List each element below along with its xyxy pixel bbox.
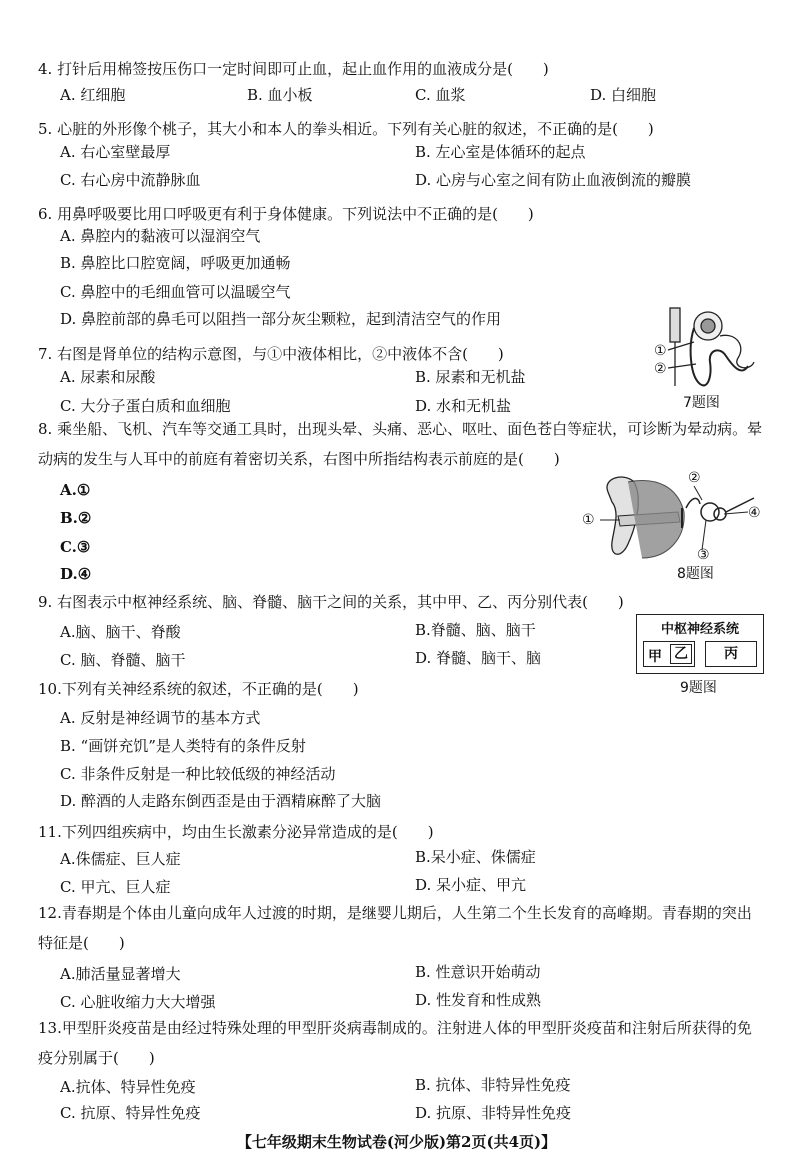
q11-option-c: C. 甲亢、巨人症 [60, 878, 171, 896]
question-12-stem: 12.青春期是个体由儿童向成年人过渡的时期，是继婴儿期后，人生第二个生长发育的高峰期。青春期的突出特征是( ) [38, 904, 752, 952]
q5-option-a: A. 右心室壁最厚 [60, 143, 171, 161]
q8-option-b: B.② [60, 509, 92, 527]
fig8-label-3: ③ [697, 547, 710, 563]
q5-option-c: C. 右心房中流静脉血 [60, 171, 201, 189]
q6-option-c: C. 鼻腔中的毛细血管可以温暖空气 [60, 283, 291, 301]
question-6-stem: 6. 用鼻呼吸要比用口呼吸更有利于身体健康。下列说法中不正确的是( ) [38, 205, 534, 223]
page-footer: 【七年级期末生物试卷(河少版)第2页(共4页)】 [236, 1133, 557, 1151]
q11-option-b: B.呆小症、侏儒症 [415, 848, 536, 866]
box-yi: 乙 [670, 644, 692, 664]
q7-option-c: C. 大分子蛋白质和血细胞 [60, 397, 231, 415]
box-bing: 丙 [705, 641, 757, 667]
ear-diagram [598, 472, 758, 564]
question-5-stem: 5. 心脏的外形像个桃子，其大小和本人的拳头相近。下列有关心脏的叙述，不正确的是( ) [38, 120, 654, 138]
q11-option-a: A.侏儒症、巨人症 [60, 850, 181, 868]
fig7-label-2: ② [654, 361, 667, 377]
q11-option-d: D. 呆小症、甲亢 [415, 876, 527, 894]
q13-option-d: D. 抗原、非特异性免疫 [415, 1104, 572, 1122]
q4-option-d: D. 白细胞 [590, 86, 657, 104]
q10-option-b: B. “画饼充饥”是人类特有的条件反射 [60, 737, 306, 755]
q13-option-b: B. 抗体、非特异性免疫 [415, 1076, 571, 1094]
question-13-stem: 13.甲型肝炎疫苗是由经过特殊处理的甲型肝炎病毒制成的。注射进人体的甲型肝炎疫苗和注射后所获得的免疫分别属于( ) [38, 1019, 752, 1067]
q12-option-d: D. 性发育和性成熟 [415, 991, 542, 1009]
q9-option-d: D. 脊髓、脑干、脑 [415, 649, 542, 667]
q12-option-b: B. 性意识开始萌动 [415, 963, 541, 981]
q5-option-d: D. 心房与心室之间有防止血液倒流的瓣膜 [415, 171, 692, 189]
q7-option-b: B. 尿素和无机盐 [415, 368, 526, 386]
cns-title: 中枢神经系统 [660, 622, 739, 637]
q6-option-a: A. 鼻腔内的黏液可以湿润空气 [60, 227, 261, 245]
q9-option-a: A.脑、脑干、脊酸 [60, 623, 181, 641]
q10-option-c: C. 非条件反射是一种比较低级的神经活动 [60, 765, 336, 783]
temporal-bone [628, 480, 684, 558]
fig8-label-2: ② [688, 470, 701, 486]
question-4-stem: 4. 打针后用棉签按压伤口一定时间即可止血，起止血作用的血液成分是( ) [38, 60, 549, 78]
q8-option-d: D.④ [60, 565, 92, 583]
fig7-caption: 7题图 [683, 395, 720, 411]
q5-option-b: B. 左心室是体循环的起点 [415, 143, 586, 161]
q8-option-c: C.③ [60, 538, 91, 556]
q12-option-a: A.肺活量显著增大 [60, 965, 181, 983]
q10-option-a: A. 反射是神经调节的基本方式 [60, 709, 261, 727]
box-jia [643, 641, 695, 667]
q6-option-d: D. 鼻腔前部的鼻毛可以阻挡一部分灰尘颗粒，起到清洁空气的作用 [60, 310, 502, 328]
q8-option-a: A.① [60, 481, 91, 499]
semicircular-canal [686, 498, 700, 508]
q13-option-c: C. 抗原、特异性免疫 [60, 1104, 201, 1122]
capillary-network [720, 335, 754, 367]
q7-option-d: D. 水和无机盐 [415, 397, 512, 415]
q6-option-b: B. 鼻腔比口腔宽阔，呼吸更加通畅 [60, 254, 291, 272]
glomerulus [701, 319, 715, 333]
fig8-caption: 8题图 [677, 566, 714, 582]
pointer-3 [702, 520, 706, 550]
fig9-caption: 9题图 [680, 680, 717, 696]
question-10-stem: 10.下列有关神经系统的叙述，不正确的是( ) [38, 680, 359, 698]
q4-option-c: C. 血浆 [415, 86, 466, 104]
q10-option-d: D. 醉酒的人走路东倒西歪是由于酒精麻醉了大脑 [60, 792, 382, 810]
question-11-stem: 11.下列四组疾病中，均由生长激素分泌异常造成的是( ) [38, 823, 434, 841]
question-9-stem: 9. 右图表示中枢神经系统、脑、脊髓、脑干之间的关系，其中甲、乙、丙分别代表( ) [38, 593, 624, 611]
q13-option-a: A.抗体、特异性免疫 [60, 1078, 196, 1096]
fig8-label-4: ④ [748, 505, 761, 521]
q9-option-b: B.脊髓、脑、脑干 [415, 621, 536, 639]
fig8-label-1: ① [582, 512, 595, 528]
pointer-4 [724, 512, 748, 514]
q4-option-b: B. 血小板 [247, 86, 313, 104]
fig7-label-1: ① [654, 343, 667, 359]
cns-outer-box [636, 614, 764, 674]
q7-option-a: A. 尿素和尿酸 [60, 368, 156, 386]
q12-option-c: C. 心脏收缩力大大增强 [60, 993, 216, 1011]
label-jia: 甲 [648, 649, 662, 665]
question-8-stem: 8. 乘坐船、飞机、汽车等交通工具时，出现头晕、头痛、恶心、呕吐、面色苍白等症状，可诊断为晕动病。晕动病的发生与人耳中的前庭有着密切关系，右图中所指结构表示前庭的是( ) [38, 420, 763, 468]
q9-option-c: C. 脑、脊髓、脑干 [60, 651, 186, 669]
q4-option-a: A. 红细胞 [60, 86, 126, 104]
collecting-tube [670, 308, 680, 342]
question-7-stem: 7. 右图是肾单位的结构示意图，与①中液体相比，②中液体不含( ) [38, 345, 504, 363]
